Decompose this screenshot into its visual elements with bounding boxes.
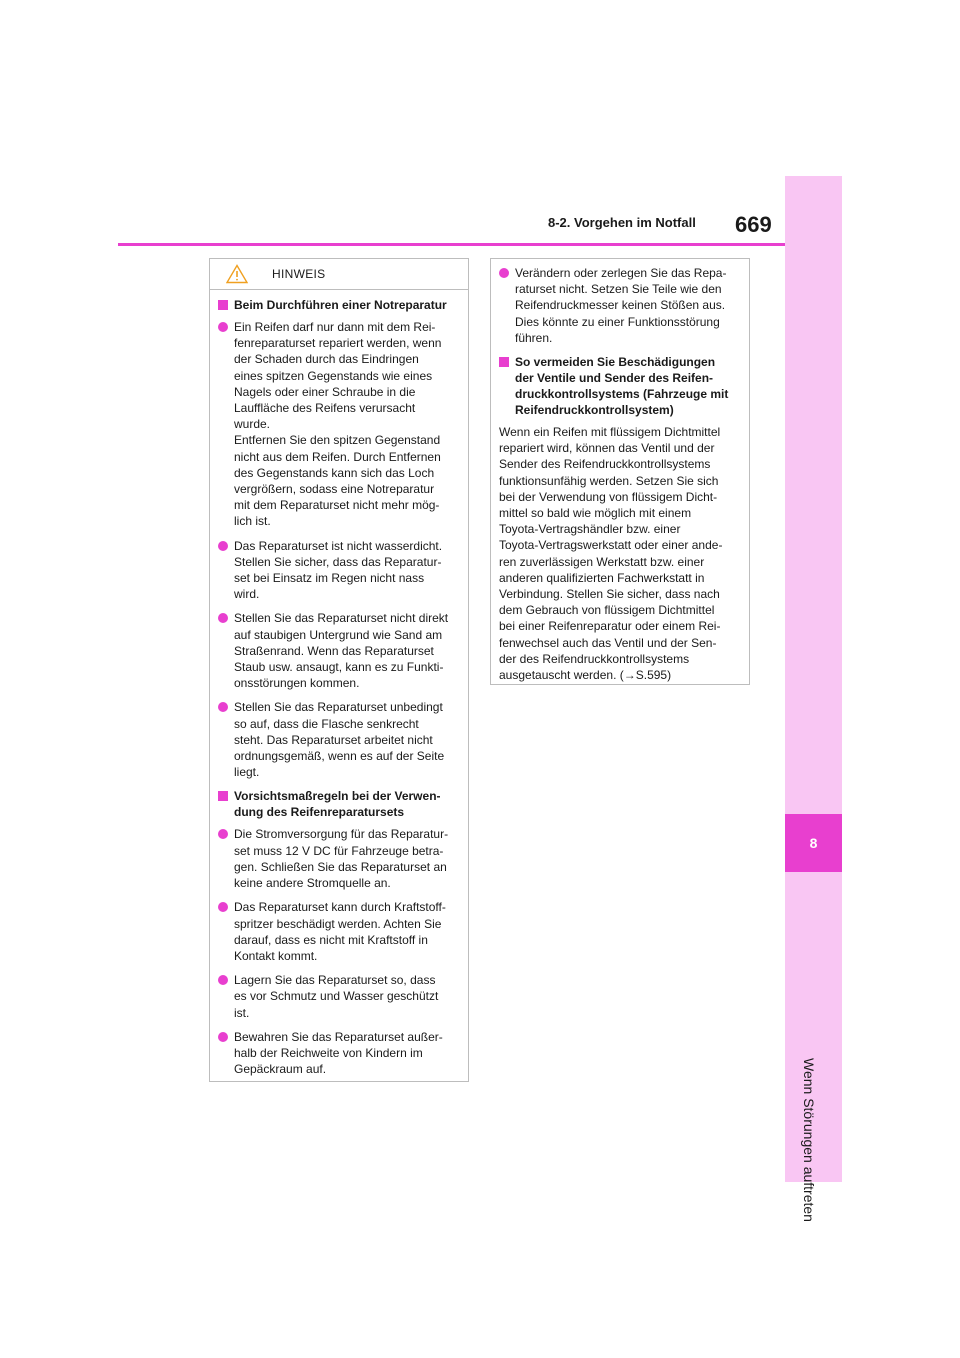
text-line: mit dem Reparaturset nicht mehr mög- bbox=[234, 498, 440, 513]
text-line: fenreparaturset repariert werden, wenn bbox=[234, 336, 442, 351]
round-bullet-icon bbox=[218, 975, 228, 985]
text-line: Stellen Sie das Reparaturset nicht direkt bbox=[234, 611, 449, 626]
header-rule bbox=[118, 243, 785, 246]
text-line: nicht aus dem Reifen. Durch Entfernen bbox=[234, 449, 441, 464]
text-line: es vor Schmutz und Wasser geschützt bbox=[234, 989, 439, 1004]
text-line: set bei Einsatz im Regen nicht nass bbox=[234, 571, 425, 586]
text-line: halb der Reichweite von Kindern im bbox=[234, 1045, 423, 1060]
round-bullet-icon bbox=[218, 322, 228, 332]
section-heading bbox=[218, 297, 462, 313]
text-line: führen. bbox=[515, 330, 553, 345]
text-line: ren zuverlässigen Werkstatt bzw. einer bbox=[499, 554, 705, 569]
text-line: ordnungsgemäß, wenn es auf der Seite bbox=[234, 749, 445, 764]
text-line: Verbindung. Stellen Sie sicher, dass nach bbox=[499, 587, 720, 602]
text-line: wird. bbox=[234, 587, 260, 602]
heading-text: Beim Durchführen einer Notreparatur bbox=[234, 298, 447, 312]
round-bullet-icon bbox=[499, 268, 509, 278]
text-line: fenwechsel auch das Ventil und der Sen- bbox=[499, 635, 717, 650]
warning-triangle-icon bbox=[226, 264, 248, 284]
section-heading bbox=[218, 788, 462, 820]
notice-label: HINWEIS bbox=[272, 267, 326, 281]
text-line: Die Stromversorgung für das Reparatur- bbox=[234, 827, 449, 842]
text-line: der des Reifendruckkontrollsystems bbox=[499, 651, 690, 666]
heading-text: Reifendruckkontrollsystem) bbox=[515, 403, 674, 418]
text-line: steht. Das Reparaturset arbeitet nicht bbox=[234, 732, 433, 747]
chapter-title: Wenn Störungen auftreten bbox=[801, 1058, 817, 1222]
text-line: mittel so bald wie möglich mit einem bbox=[499, 506, 692, 521]
text-line: Stellen Sie sicher, dass das Reparatur- bbox=[234, 554, 442, 569]
square-bullet-icon bbox=[499, 357, 509, 367]
round-bullet-icon bbox=[218, 1032, 228, 1042]
text-line: vergrößern, sodass eine Notreparatur bbox=[234, 482, 435, 497]
text-line: Reifendruckmesser keinen Stößen aus. bbox=[515, 298, 726, 313]
bullet-item bbox=[218, 972, 462, 1021]
text-line: Dies könnte zu einer Funktionsstörung bbox=[515, 314, 720, 329]
text-line: Das Reparaturset kann durch Kraftstoff- bbox=[234, 900, 446, 915]
text-line: Verändern oder zerlegen Sie das Repa- bbox=[515, 266, 727, 280]
notice-box-right bbox=[490, 258, 750, 685]
text-line: anderen qualifizierten Fachwerkstatt in bbox=[499, 570, 705, 585]
round-bullet-icon bbox=[218, 829, 228, 839]
text-line: raturset nicht. Setzen Sie Teile wie den bbox=[515, 282, 722, 297]
text-line: bei der Verwendung von flüssigem Dicht- bbox=[499, 489, 718, 504]
text-line: Nagels oder einer Schraube in die bbox=[234, 384, 416, 399]
text-line: Sender des Reifendruckkontrollsystems bbox=[499, 457, 711, 472]
bullet-item bbox=[218, 610, 462, 691]
notice-content bbox=[210, 297, 468, 1077]
text-line: wurde. bbox=[234, 417, 271, 432]
chapter-number-block bbox=[785, 814, 842, 872]
notice-header bbox=[210, 259, 468, 290]
bullet-item bbox=[499, 265, 743, 346]
bullet-item bbox=[218, 826, 462, 891]
text-line: Stellen Sie das Reparaturset unbedingt bbox=[234, 700, 443, 715]
text-line: Lagern Sie das Reparaturset so, dass bbox=[234, 973, 436, 988]
text-line: bei einer Reifenreparatur oder einem Rei- bbox=[499, 619, 721, 634]
text-line: spritzer beschädigt werden. Achten Sie bbox=[234, 916, 442, 931]
text-line: funktionsunfähig werden. Setzen Sie sich bbox=[499, 473, 719, 488]
text-line: Toyota-Vertragswerkstatt oder einer ande- bbox=[499, 538, 723, 553]
text-line: des Gegenstands kann sich das Loch bbox=[234, 465, 435, 480]
text-line: gen. Schließen Sie das Reparaturset an bbox=[234, 859, 447, 874]
heading-text: Vorsichtsmaßregeln bei der Verwen- bbox=[234, 789, 441, 804]
text-line: so auf, dass die Flasche senkrecht bbox=[234, 716, 419, 731]
bullet-item bbox=[218, 699, 462, 780]
text-line: liegt. bbox=[234, 765, 260, 780]
heading-text: der Ventile und Sender des Reifen- bbox=[515, 371, 714, 386]
heading-text: dung des Reifenreparatursets bbox=[234, 805, 405, 820]
bullet-item bbox=[218, 319, 462, 530]
text-line: onsstörungen kommen. bbox=[234, 676, 360, 691]
section-header: 8-2. Vorgehen im Notfall bbox=[548, 215, 696, 230]
text-line: Das Reparaturset ist nicht wasserdicht. bbox=[234, 538, 443, 553]
text-line: Staub usw. ansaugt, kann es zu Funkti- bbox=[234, 660, 444, 675]
heading-text: So vermeiden Sie Beschädigungen bbox=[515, 355, 716, 370]
notice-content bbox=[491, 259, 749, 683]
cross-reference-link[interactable]: ausgetauscht werden. (→S.595) bbox=[499, 668, 672, 683]
round-bullet-icon bbox=[218, 702, 228, 712]
text-line: set muss 12 V DC für Fahrzeuge betra- bbox=[234, 843, 444, 858]
paragraph bbox=[499, 424, 743, 683]
text-line: Ein Reifen darf nur dann mit dem Rei- bbox=[234, 320, 436, 334]
text-line: Toyota-Vertragshändler bzw. einer bbox=[499, 522, 681, 537]
text-line: eines spitzen Gegenstands wie eines bbox=[234, 368, 433, 383]
text-line: repariert wird, können das Ventil und der bbox=[499, 441, 715, 456]
text-line: dem Gebrauch von flüssigem Dichtmittel bbox=[499, 603, 715, 618]
text-line: Gepäckraum auf. bbox=[234, 1062, 327, 1077]
text-line: Lauffläche des Reifens verursacht bbox=[234, 401, 416, 416]
heading-text: druckkontrollsystems (Fahrzeuge mit bbox=[515, 387, 729, 402]
bullet-item bbox=[218, 899, 462, 964]
section-heading bbox=[499, 354, 743, 418]
bullet-item bbox=[218, 538, 462, 603]
round-bullet-icon bbox=[218, 902, 228, 912]
page-number: 669 bbox=[735, 212, 772, 237]
round-bullet-icon bbox=[218, 613, 228, 623]
round-bullet-icon bbox=[218, 541, 228, 551]
square-bullet-icon bbox=[218, 300, 228, 310]
text-line: Straßenrand. Wenn das Reparaturset bbox=[234, 643, 434, 658]
text-line: lich ist. bbox=[234, 514, 271, 529]
text-line: Wenn ein Reifen mit flüssigem Dichtmittel bbox=[499, 425, 721, 440]
notice-box-left bbox=[209, 258, 469, 1082]
text-line: keine andere Stromquelle an. bbox=[234, 876, 391, 891]
chapter-side-tab bbox=[785, 176, 842, 1222]
chapter-number: 8 bbox=[809, 835, 818, 851]
text-line: ist. bbox=[234, 1005, 250, 1020]
text-line: der Schaden durch das Eindringen bbox=[234, 352, 419, 367]
bullet-item bbox=[218, 1029, 462, 1078]
square-bullet-icon bbox=[218, 791, 228, 801]
text-line: Kontakt kommt. bbox=[234, 948, 318, 963]
text-line: Bewahren Sie das Reparaturset außer- bbox=[234, 1029, 443, 1044]
text-line: darauf, dass es nicht mit Kraftstoff in bbox=[234, 932, 428, 947]
text-line: auf staubigen Untergrund wie Sand am bbox=[234, 627, 443, 642]
text-line: Entfernen Sie den spitzen Gegenstand bbox=[234, 433, 441, 448]
